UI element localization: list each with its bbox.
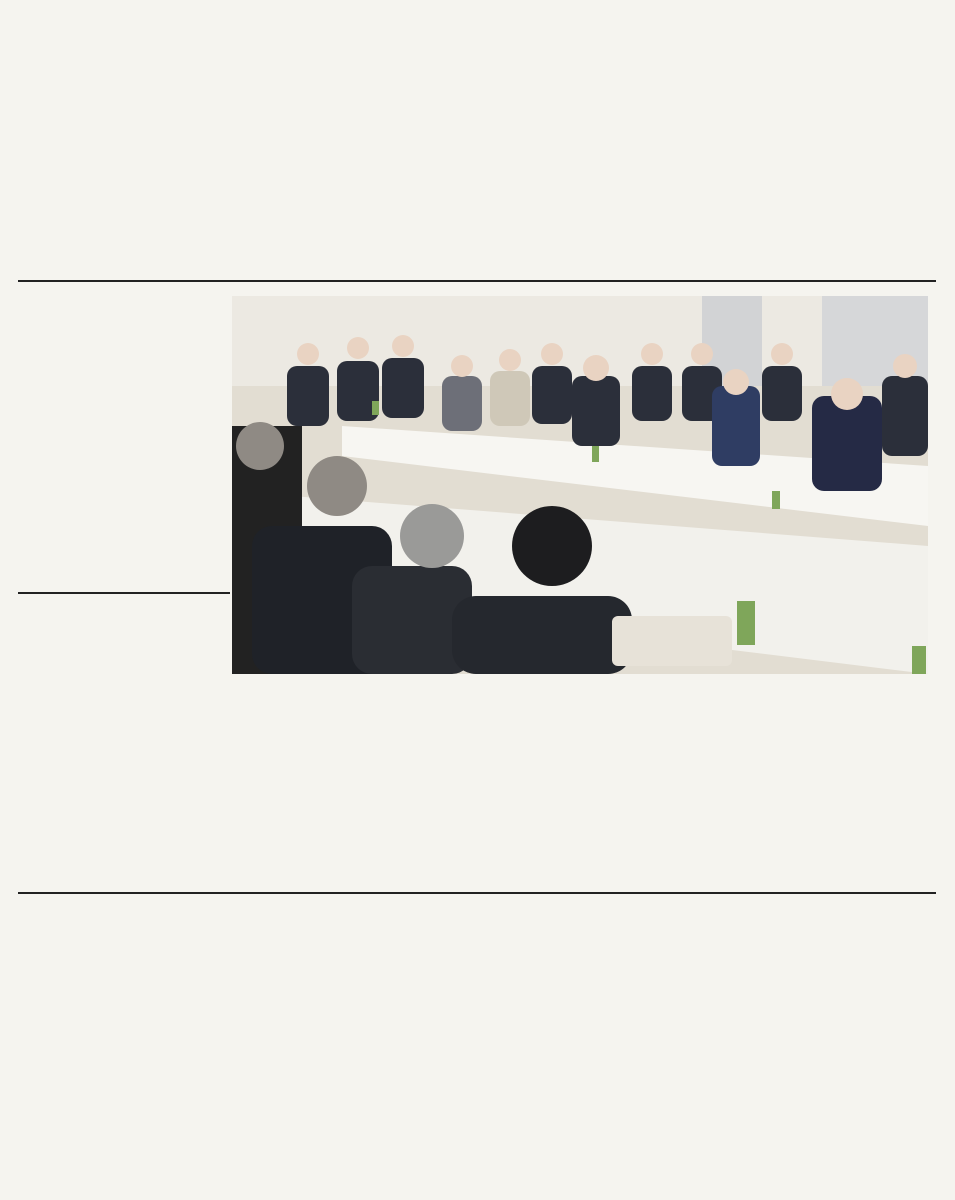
column-divider [18, 892, 936, 894]
article-body-column-2 [18, 905, 938, 1190]
top-rule [18, 280, 936, 282]
article-body-column-1 [372, 682, 752, 882]
meeting-photo [232, 296, 928, 674]
lead-paragraph [18, 296, 230, 586]
lead-divider [18, 592, 230, 594]
